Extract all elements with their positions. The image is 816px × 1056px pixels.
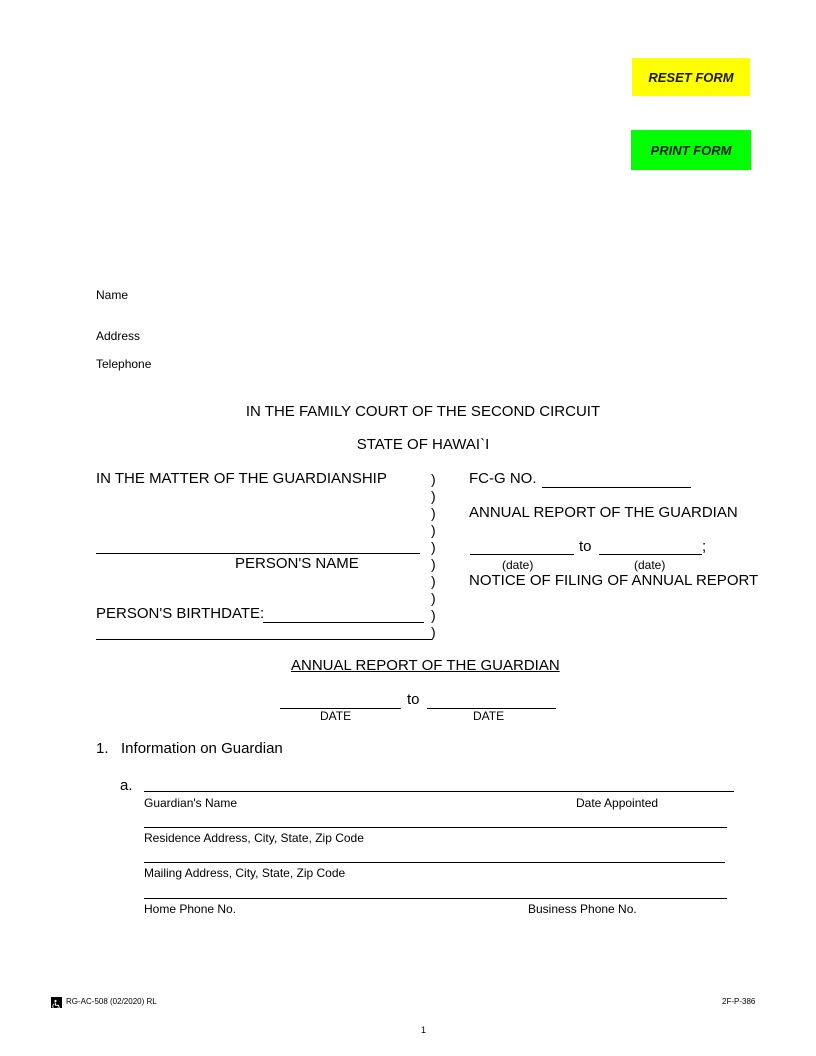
business-phone-input[interactable] [528,880,724,896]
case-number-line [542,487,691,488]
report-to-word: to [407,691,420,708]
name-input[interactable] [140,286,540,302]
paren: ) [431,556,436,572]
mailing-input[interactable] [146,844,722,860]
notice-of-filing: NOTICE OF FILING OF ANNUAL REPORT [469,572,759,589]
persons-name-line [96,553,420,554]
caption-from-date-label: (date) [502,558,534,572]
persons-name-input[interactable] [98,536,418,552]
residence-input[interactable] [146,809,724,825]
report-from-date-input[interactable] [284,690,399,706]
paren: ) [431,607,436,623]
caption-bottom-line [96,639,432,640]
report-title: ANNUAL REPORT OF THE GUARDIAN [291,657,560,674]
page-number: 1 [421,1025,427,1035]
court-name: IN THE FAMILY COURT OF THE SECOND CIRCUIT [245,403,601,420]
paren: ) [431,573,436,589]
paren: ) [431,471,436,487]
caption-to-word: to [579,538,592,555]
persons-name-label: PERSON'S NAME [235,555,359,572]
residence-line [144,827,727,828]
name-label: Name [96,288,129,302]
caption-to-date-input[interactable] [601,537,700,553]
caption-semicolon: ; [702,538,707,555]
paren: ) [431,539,436,555]
item-a-letter: a. [120,777,133,794]
telephone-label: Telephone [96,357,152,371]
wheelchair-icon [51,997,62,1008]
paren: ) [431,590,436,606]
case-number-label: FC-G NO. [469,470,537,487]
telephone-input[interactable] [160,355,460,371]
date-appointed-input[interactable] [576,773,731,789]
date-appointed-label: Date Appointed [576,796,659,810]
home-phone-input[interactable] [146,880,516,896]
caption-to-date-label: (date) [634,558,666,572]
guardian-name-line [144,791,734,792]
paren: ) [431,488,436,504]
case-number-input[interactable] [544,469,690,485]
address-input[interactable] [150,327,550,343]
guardian-name-label: Guardian's Name [144,796,237,810]
report-from-date-label: DATE [320,709,352,723]
form-code: RG-AC-508 (02/2020) RL [66,997,157,1006]
birthdate-line [263,622,424,623]
business-phone-label: Business Phone No. [528,902,637,916]
birthdate-input[interactable] [265,604,423,620]
matter-heading: IN THE MATTER OF THE GUARDIANSHIP [96,470,387,487]
print-form-button[interactable]: PRINT FORM [631,130,751,170]
paren: ) [431,624,436,640]
mailing-line [144,862,725,863]
caption-report-title: ANNUAL REPORT OF THE GUARDIAN [469,504,738,521]
report-to-date-input[interactable] [429,690,554,706]
caption-from-date-line [470,554,574,555]
reset-form-button[interactable]: RESET FORM [632,58,750,96]
residence-label: Residence Address, City, State, Zip Code [144,831,364,845]
court-state: STATE OF HAWAI`I [356,436,490,453]
address-label: Address [96,329,141,343]
home-phone-label: Home Phone No. [144,902,237,916]
caption-to-date-line [599,554,702,555]
paren: ) [431,522,436,538]
mailing-label: Mailing Address, City, State, Zip Code [144,866,346,880]
report-to-date-label: DATE [473,709,505,723]
paren: ) [431,505,436,521]
guardian-name-input[interactable] [146,773,566,789]
caption-from-date-input[interactable] [472,537,572,553]
form-number: 2F-P-386 [722,997,756,1006]
section-1-heading: 1. Information on Guardian [96,740,283,757]
phone-line [144,898,727,899]
birthdate-label: PERSON'S BIRTHDATE: [96,605,265,622]
